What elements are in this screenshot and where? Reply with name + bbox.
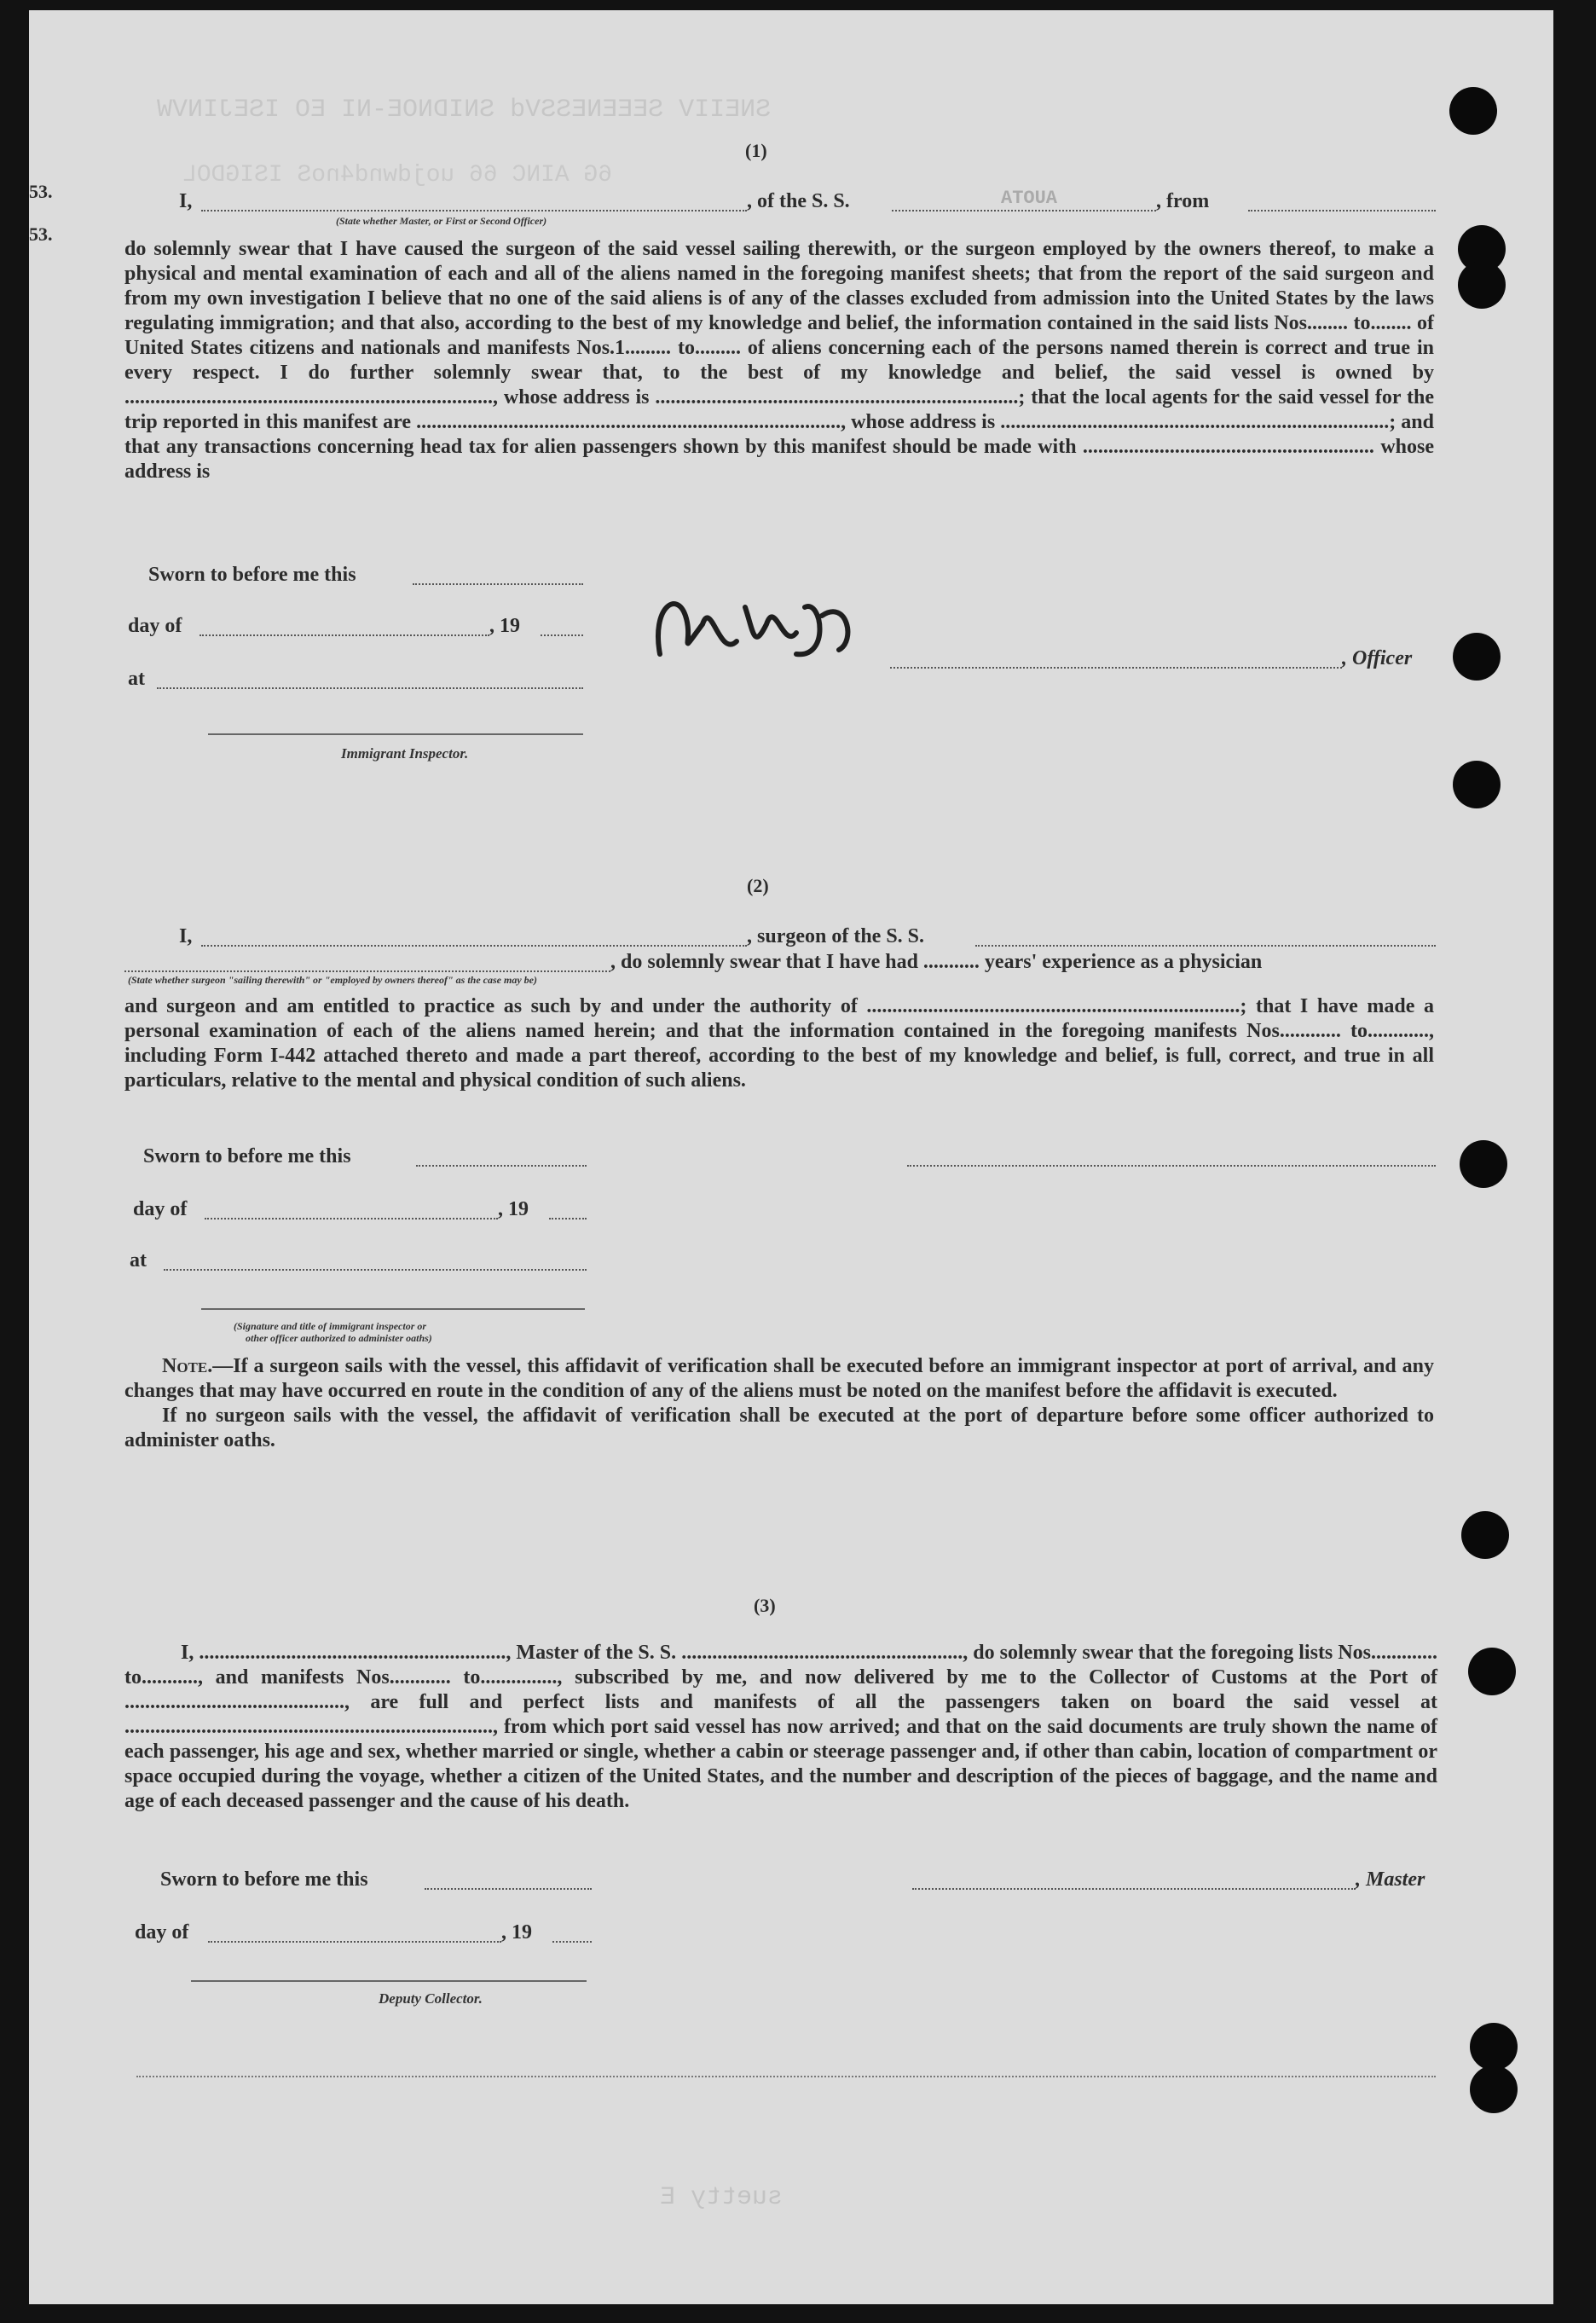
at-label: at	[130, 1249, 147, 1272]
sworn-label: Sworn to before me this	[160, 1868, 368, 1891]
year-field	[541, 634, 583, 636]
year-field	[552, 1941, 592, 1943]
collector-signature-line	[191, 1980, 587, 1982]
surgeon-vessel-field	[975, 945, 1436, 947]
at-field	[164, 1269, 587, 1271]
inspector-caption: Immigrant Inspector.	[341, 745, 469, 762]
inspector-signature-line	[208, 733, 583, 735]
day-of-label: day of	[128, 615, 182, 637]
punch-hole	[1461, 1511, 1509, 1559]
year-label: , 19	[489, 615, 520, 637]
section-number: (1)	[745, 140, 767, 161]
punch-hole	[1458, 261, 1506, 309]
surgeon-name-field	[201, 945, 747, 947]
note-text-2: If no surgeon sails with the vessel, the affidavit of verification shall be executed at the port of departure before some officer authorized to administer oaths.	[124, 1405, 1434, 1451]
bleed-through-text: suetty E	[660, 2183, 784, 2212]
margin-number: 53.	[29, 181, 53, 202]
vessel-handwritten: ATOUA	[1001, 188, 1058, 209]
punch-hole	[1453, 761, 1501, 808]
sworn-label: Sworn to before me this	[143, 1145, 351, 1167]
master-signature-field	[912, 1888, 1356, 1890]
surgeon-oath-line: , do solemnly swear that I have had ........... years' experience as a physician	[610, 951, 1263, 973]
day-of-label: day of	[133, 1198, 188, 1220]
master-label: , Master	[1356, 1868, 1425, 1891]
signature-note-1: (Signature and title of immigrant inspector or	[234, 1320, 427, 1332]
document-page	[29, 10, 1553, 2304]
oath-i-label: I,	[179, 925, 193, 947]
surgeon-of-ss-label: , surgeon of the S. S.	[747, 925, 925, 947]
from-port-field	[1248, 210, 1436, 211]
day-field	[208, 1941, 501, 1943]
year-label: , 19	[501, 1921, 532, 1944]
punch-hole	[1470, 2065, 1518, 2113]
section-number: (2)	[747, 875, 769, 896]
bleed-through-text: SNEIIV SEEENESSVd SNIDNOE-NI EO ISEJINVW	[157, 96, 772, 125]
sworn-date-field	[425, 1888, 592, 1890]
master-name-field	[201, 210, 747, 211]
signature-note-2: other officer authorized to administer oaths)	[246, 1332, 432, 1344]
collector-caption: Deputy Collector.	[379, 1990, 483, 2007]
year-label: , 19	[498, 1198, 529, 1220]
section3-body: I, ............................................................, Master of the S. S. ......................................................., do solemnly swear that the foregoing lists Nos............. to..........., and manifests Nos............ to..............., subscribed by me, and now delivered by me to the Collector of Customs at the Port of ..........................................., are full and perfect lists and manifests of all the passengers taken on board the said vessel at ........................................................................, from which port said vessel has now arrived; and that on the said documents are truly shown the name of each passenger, his age and sex, whether married or single, whether a cabin or steerage passenger and, if other than cabin, location of compartment or space occupied during the voyage, whether a citizen of the United States, and the number and description of the pieces of baggage, and the name and age of each deceased passenger and the cause of his death.	[124, 1642, 1437, 1812]
surgeon-note: (State whether surgeon "sailing therewith" or "employed by owners thereof" as the case may be)	[128, 974, 537, 986]
master-note: (State whether Master, or First or Second Officer)	[336, 215, 547, 227]
from-label: , from	[1156, 190, 1210, 212]
surgeon-status-field	[124, 970, 610, 972]
of-ss-label: , of the S. S.	[747, 190, 850, 212]
officer-signature	[626, 573, 882, 667]
day-of-label: day of	[135, 1921, 189, 1944]
section2-body: and surgeon and am entitled to practice as such by and under the authority of .........................................................................; that I have made a personal examination of each of the aliens named herein; and that the information contained in the foregoing manifests Nos............ to............, including Form I-442 attached thereto and made a part thereof, according to the best of my knowledge and belief, is full, correct, and true in all particulars, relative to the mental and physical condition of such aliens.	[124, 995, 1434, 1092]
oath-i-label: I,	[179, 190, 193, 212]
section-number: (3)	[754, 1595, 776, 1616]
sworn-label: Sworn to before me this	[148, 564, 356, 586]
note-text: —If a surgeon sails with the vessel, this affidavit of verification shall be executed before an immigrant inspector at port of arrival, and any changes that may have occurred en route in the condition of any of the aliens must be noted on the manifest before the affidavit is executed.	[124, 1355, 1434, 1402]
punch-hole	[1460, 1140, 1507, 1188]
sworn-date-field	[413, 583, 583, 585]
officer-label: , Officer	[1342, 647, 1413, 669]
note-label: Note.	[162, 1355, 213, 1377]
punch-hole	[1453, 633, 1501, 681]
sworn-date-field	[416, 1165, 587, 1167]
inspector-signature-line	[201, 1308, 585, 1310]
section1-body: do solemnly swear that I have caused the surgeon of the said vessel sailing therewith, or the surgeon employed by the owners thereof, to make a physical and mental examination of each and all of the aliens named in the foregoing manifest sheets; that from the report of the said surgeon and from my own investigation I believe that no one of the said aliens is of any of the classes excluded from admission into the United States by the laws regulating immigration; and that also, according to the best of my knowledge and belief, the information contained in the said lists Nos........ to........ of United States citizens and nationals and manifests Nos.1......... to......... of aliens concerning each of the persons named therein is correct and true in every respect. I do further solemnly swear that, to the best of my knowledge and belief, the said vessel is owned by ........................................................................, whose address is .......................................................................; that the local agents for the said vessel for the trip reported in this manifest are ..................................................................................., whose address is ............................................................................; and that any transactions concerning head tax for alien passengers shown by this manifest should be made with ......................................................... whose address is	[124, 238, 1434, 483]
punch-hole	[1470, 2023, 1518, 2071]
bottom-rule	[136, 2076, 1436, 2077]
punch-hole	[1449, 87, 1497, 135]
day-field	[205, 1218, 498, 1219]
year-field	[549, 1218, 587, 1219]
at-label: at	[128, 668, 145, 690]
day-field	[200, 634, 489, 636]
bleed-through-text: 6G AINC 66 uojdwnd4noS ISIGDOL	[182, 162, 613, 188]
surgeon-signature-field	[907, 1165, 1436, 1167]
at-field	[157, 687, 583, 689]
margin-number: 53.	[29, 223, 53, 245]
section2-note	[124, 1354, 1434, 1453]
officer-signature-line	[890, 667, 1342, 669]
punch-hole	[1468, 1648, 1516, 1695]
